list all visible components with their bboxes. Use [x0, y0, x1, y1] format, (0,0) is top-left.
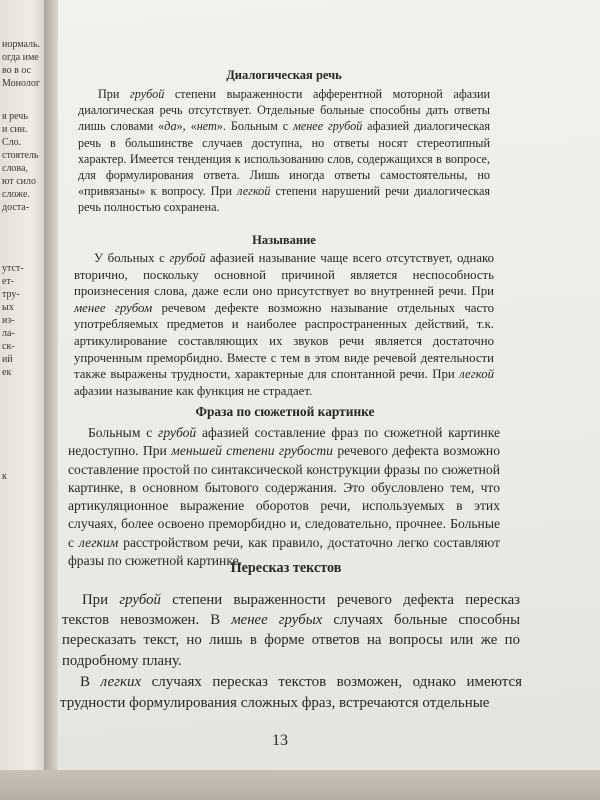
- left-page-text-fragment: ек: [2, 367, 12, 378]
- left-page-text-fragment: я речь: [2, 111, 28, 122]
- left-page-text-fragment: стоятель: [2, 150, 39, 161]
- left-page-text-fragment: и син.: [2, 124, 28, 135]
- paragraph-retelling-1: При грубой степени выраженности речевого дефекта пересказ текстов невозможен. В менее грубых случаях больные способны пересказать текст, но лишь в форме ответов на вопросы или же по подробному плану.: [62, 592, 521, 669]
- page-number: 13: [272, 732, 288, 749]
- left-page-text-fragment: Монолог: [2, 78, 40, 89]
- paragraph-naming: У больных с грубой афазией называние чаще всего отсутствует, однако вторично, поскольку основной причиной является неспособность произнесения слова, даже если оно присутствует во внутренней речи. При менее грубом речевом дефекте возможно называние отдельных часто употребляемых предметов и наиболее распространенных действий, т.к. артикулирование составляющих их звуков речи является достаточно упроченным преморбидно. Вместе с тем в этом виде речевой деятельности также выражены трудности, характерные для спонтанной речи. При легкой афазии называние как функция не страдает.: [74, 251, 494, 398]
- heading-naming: Называние: [252, 233, 316, 247]
- left-page-text-fragment: слова,: [2, 163, 28, 174]
- left-page-text-fragment: утст-: [2, 263, 24, 274]
- paragraph-retelling-2: В легких случаях пересказ текстов возможен, однако имеются трудности формулирования сложных фраз, встречаются отдельные: [60, 674, 522, 711]
- left-page-text-fragment: ла-: [2, 328, 15, 339]
- left-page-text-fragment: ых: [2, 302, 14, 313]
- paragraph-phrase: Больным с грубой афазией составление фраз по сюжетной картинке недоступно. При меньшей степени грубости речевого дефекта возможно составление простой по синтаксической конструкции фразы по сюжетной картинке, в основном бытового содержания. Это обусловлено тем, что артикуляционное выражение оборотов речи, используемых в этих случаях, более освоено преморбидно и, следовательно, прочнее. Больные с легким расстройством речи, как правило, достаточно легко составляют фразы по сюжетной картинке.: [68, 425, 501, 569]
- left-page-text-fragment: сложе.: [2, 189, 30, 200]
- left-page-text-fragment: нормаль.: [2, 39, 41, 50]
- left-page-text-fragment: тру-: [2, 289, 20, 300]
- left-page-text-fragment: из-: [2, 315, 15, 326]
- left-page-text-fragment: к: [2, 471, 7, 482]
- left-page-text-fragment: во в ос: [2, 65, 32, 76]
- table-surface: [0, 770, 600, 800]
- left-page-text-fragment: Сло.: [2, 137, 22, 148]
- left-page-text-fragment: ск-: [2, 341, 15, 352]
- heading-retelling: Пересказ текстов: [230, 560, 342, 576]
- left-page-text-fragment: доста-: [2, 202, 30, 213]
- left-page-text-fragment: ий: [2, 354, 13, 365]
- left-page-text-fragment: ет-: [2, 276, 15, 287]
- left-page-text-fragment: огда име: [2, 52, 39, 63]
- heading-dialog: Диалогическая речь: [226, 68, 342, 82]
- left-page-edge: [0, 0, 44, 800]
- paragraph-dialog: При грубой степени выраженности афферентной моторной афазии диалогическая речь отсутствует. Отдельные больные способны дать ответы лишь словами «да», «нет». Больным с менее грубой афазией диалогическая речь в большинстве случаев доступна, но ответы носят стереотипный характер. Имеется тенденция к использованию слов, содержащихся в вопросе, для формулирования ответа. Лишь иногда ответы самостоятельны, но «привязаны» к вопросу. При легкой степени нарушений речи диалогическая речь полностью сохранена.: [78, 87, 491, 215]
- heading-phrase: Фраза по сюжетной картинке: [195, 404, 375, 419]
- left-page-text-fragment: ют сило: [2, 176, 36, 187]
